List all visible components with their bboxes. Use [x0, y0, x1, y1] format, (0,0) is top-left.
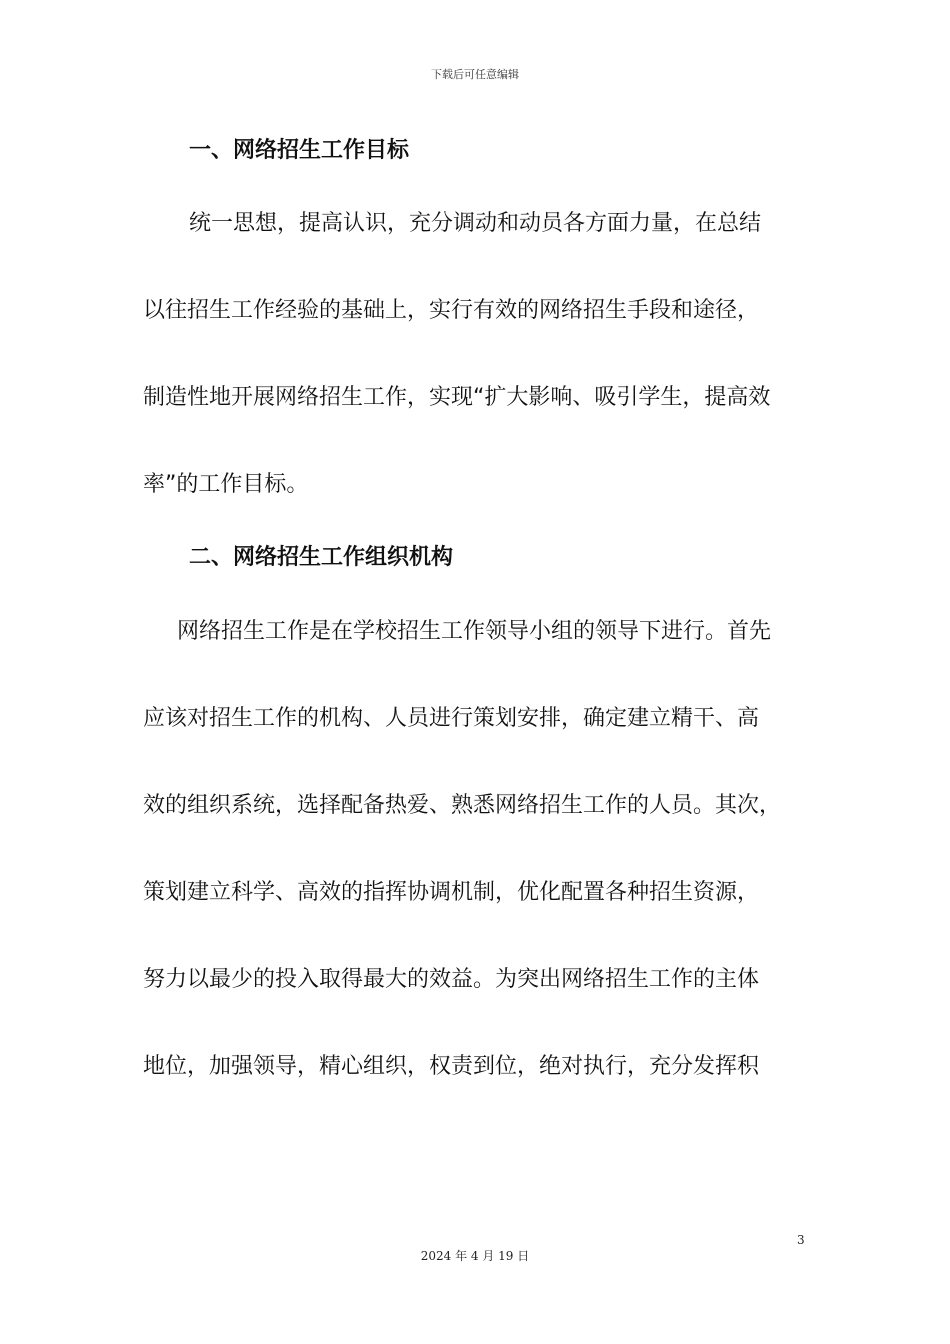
footer-date: 2024 年 4 月 19 日 — [420, 1249, 530, 1263]
page-header: 下载后可任意编辑 — [431, 68, 519, 81]
paragraph-line: 地位，加强领导，精心组织，权责到位，绝对执行，充分发挥积 — [143, 1054, 760, 1079]
section-heading-goals: 一、网络招生工作目标 — [189, 138, 410, 163]
paragraph-line: 策划建立科学、高效的指挥协调机制，优化配置各种招生资源， — [143, 880, 760, 905]
paragraph-line: 以往招生工作经验的基础上，实行有效的网络招生手段和途径， — [143, 298, 760, 323]
paragraph-line: 效的组织系统，选择配备热爱、熟悉网络招生工作的人员。其次， — [143, 793, 782, 818]
paragraph-line: 网络招生工作是在学校招生工作领导小组的领导下进行。首先 — [177, 619, 772, 644]
paragraph-line: 努力以最少的投入取得最大的效益。为突出网络招生工作的主体 — [143, 967, 760, 992]
page-number: 3 — [797, 1233, 805, 1247]
section-heading-organization: 二、网络招生工作组织机构 — [189, 545, 454, 570]
paragraph-line: 率”的工作目标。 — [143, 472, 309, 497]
paragraph-line: 应该对招生工作的机构、人员进行策划安排，确定建立精干、高 — [143, 706, 760, 731]
paragraph-line: 制造性地开展网络招生工作，实现“扩大影响、吸引学生，提高效 — [143, 385, 771, 410]
paragraph-line: 统一思想，提高认识，充分调动和动员各方面力量，在总结 — [189, 211, 762, 236]
